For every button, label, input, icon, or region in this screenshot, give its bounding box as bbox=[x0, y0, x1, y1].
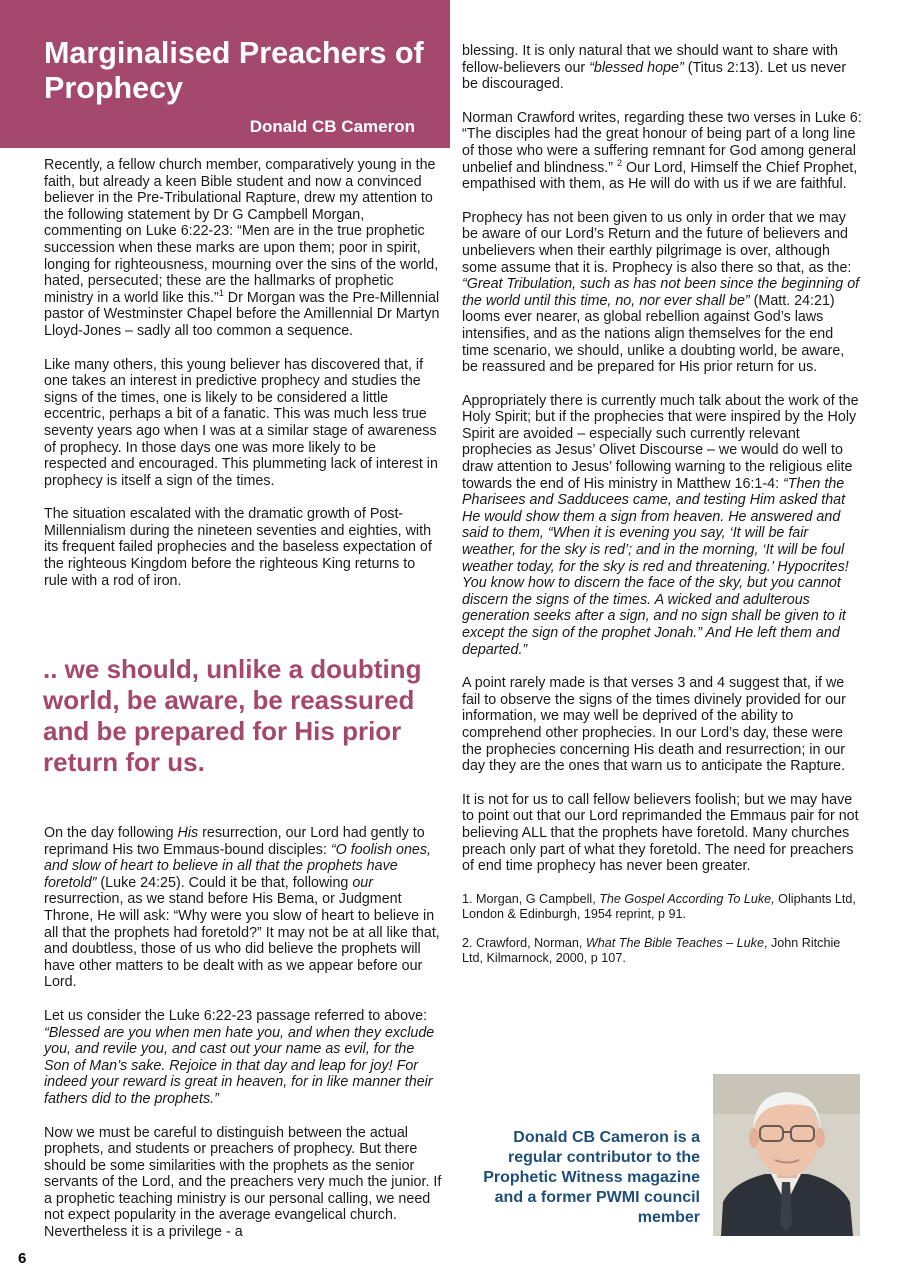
paragraph: It is not for us to call fellow believers foolish; but we may have to point out that our Lord reprimanded the Emmaus pair for not believing ALL that the prophets have foretold. Many churches preach only part of what they foretold. The need for preachers of end time prophecy has never been greater. bbox=[462, 791, 859, 875]
author-bio: Donald CB Cameron is a regular contributor to the Prophetic Witness magazine and a former PWMI council member bbox=[483, 1129, 700, 1226]
paragraph: blessing. It is only natural that we should want to share with fellow-believers our “blessed hope” (Titus 2:13). Let us never be discouraged. bbox=[462, 43, 847, 93]
page-number: 6 bbox=[18, 1250, 27, 1267]
paragraph: Prophecy has not been given to us only in order that we may be aware of our Lord’s Return and the future of believers and unbelievers when their earthly pilgrimage is over, although some assume that it is. Prophecy is also there so that, as the: “Great Tribulation, such as has not been since the beginning of the world until this time, no, nor ever shall be” (Matt. 24:21) looms ever nearer, as global rebellion against God’s laws intensifies, and as the nations align themselves for the end time scenario, we should, unlike a doubting world, be aware, be reassured and be prepared for His prior return for us. bbox=[462, 209, 860, 376]
column-right bbox=[462, 43, 862, 980]
paragraph: The situation escalated with the dramatic growth of Post-Millennialism during the nineteen seventies and eighties, with its frequent failed prophecies and the baseless expectation of the righteous Kingdom before the righteous King returns to rule with a rod of iron. bbox=[44, 506, 432, 589]
paragraph: Appropriately there is currently much talk about the work of the Holy Spirit; but if the prophecies that were inspired by the Holy Spirit are avoided – especially such currently relevant prophecies as Jesus’ Olivet Discourse – we would do well to draw attention to Jesus’ following warning to the religious elite towards the end of His ministry in Matthew 16:1-4: “Then the Pharisees and Sadducees came, and testing Him asked that He would show them a sign from heaven. He answered and said to them, “When it is evening you say, ‘It will be fair weather, for the sky is red’; and in the morning, ‘It will be foul weather today, for the sky is red and threatening.’ Hypocrites! You know how to discern the face of the sky, but you cannot discern the signs of the times. A wicked and adulterous generation seeks after a sign, and no sign shall be given to it except the sign of the prophet Jonah.” And He left them and departed.” bbox=[462, 392, 859, 658]
paragraph: A point rarely made is that verses 3 and 4 suggest that, if we fail to observe the signs of the times divinely provided for our information, we may well be deprived of the ability to comprehend other prophecies. In our Lord’s day, these were the prophecies concerning His death and resurrection; in our day they are the ones that warn us to anticipate the Rapture. bbox=[462, 675, 846, 775]
author-portrait-svg bbox=[713, 1074, 860, 1236]
paragraph: Like many others, this young believer has discovered that, if one takes an interest in predictive prophecy and studies the signs of the times, one is likely to be considered a little eccentric, perhaps a bit of a fanatic. This was much less true seventy years ago when I was at a similar stage of awareness of prophecy. In those days one was more likely to be respected and encouraged. This plummeting lack of interest in prophecy is itself a sign of the times. bbox=[44, 356, 438, 489]
paragraph: Now we must be careful to distinguish between the actual prophets, and students or preachers of prophecy. But there should be some similarities with the prophets as the senior servants of the Lord, and the preachers very much the junior. If a prophetic teaching ministry is our personal calling, we need not expect popularity in the average evangelical church. Nevertheless it is a privilege - a bbox=[44, 1124, 442, 1241]
paragraph: On the day following His resurrection, our Lord had gently to reprimand His two Emmaus-bound disciples: “O foolish ones, and slow of heart to believe in all that the prophets have foretold” (Luke 24:25). Could it be that, following our resurrection, as we stand before His Bema, or Judgment Throne, He will ask: “Why were you slow of heart to believe in all that the prophets had foretold?” It may not be at all like that, and doubtless, those of us who did believe the prophets will have other matters to be dealt with as we appear before our Lord. bbox=[44, 825, 440, 991]
paragraph: Norman Crawford writes, regarding these two verses in Luke 6: “The disciples had the great honour of being part of a long line of those who were a suffering remnant for God among general unbelief and blindness.” $^2$ Our Lord, Himself the Chief Prophet, empathised with them, as He will do with us if we are faithful. bbox=[462, 109, 862, 193]
paragraph: Let us consider the Luke 6:22-23 passage referred to above: “Blessed are you when men hate you, and when they exclude you, and revile you, and cast out your name as evil, for the Son of Man’s sake. Rejoice in that day and leap for joy! For indeed your reward is great in heaven, for in like manner their fathers did to the prophets.” bbox=[44, 1007, 435, 1107]
footnote-ref: 1 bbox=[218, 287, 224, 298]
article-title: Marginalised Preachers of Prophecy bbox=[44, 36, 424, 105]
pull-quote: .. we should, unlike a doubting world, be aware, be reassured and be prepared for His prior return for us. bbox=[43, 654, 422, 777]
column-left-bottom bbox=[44, 825, 442, 1258]
paragraph: Recently, a fellow church member, comparatively young in the faith, but already a keen Bible student and now a convinced believer in the Pre-Tribulational Rapture, drew my attention to the following statement by Dr G Campbell Morgan, commenting on Luke 6:22-23: “Men are in the true prophetic succession when these marks are upon them; poor in spirit, longing for righteousness, mourning over the sins of the world, hated, persecuted; these are the hallmarks of prophetic ministry in a world like this.”$^1$ Dr Morgan was the Pre-Millennial pastor of Westminster Chapel before the Amillennial Dr Martyn Lloyd-Jones – sadly all too common a sequence. bbox=[44, 157, 440, 339]
article-author: Donald CB Cameron bbox=[249, 117, 415, 136]
column-left-top bbox=[44, 157, 442, 606]
footnote-1: 1. Morgan, G Campbell, The Gospel According To Luke, Oliphants Ltd, London & Edinburgh, 1954 reprint, p 91. bbox=[462, 891, 856, 921]
footnote-2: 2. Crawford, Norman, What The Bible Teaches – Luke, John Ritchie Ltd, Kilmarnock, 2000, p 107. bbox=[462, 935, 841, 965]
title-banner bbox=[0, 0, 450, 148]
footnote-ref: 2 bbox=[617, 157, 623, 168]
author-portrait-icon bbox=[713, 1074, 860, 1236]
